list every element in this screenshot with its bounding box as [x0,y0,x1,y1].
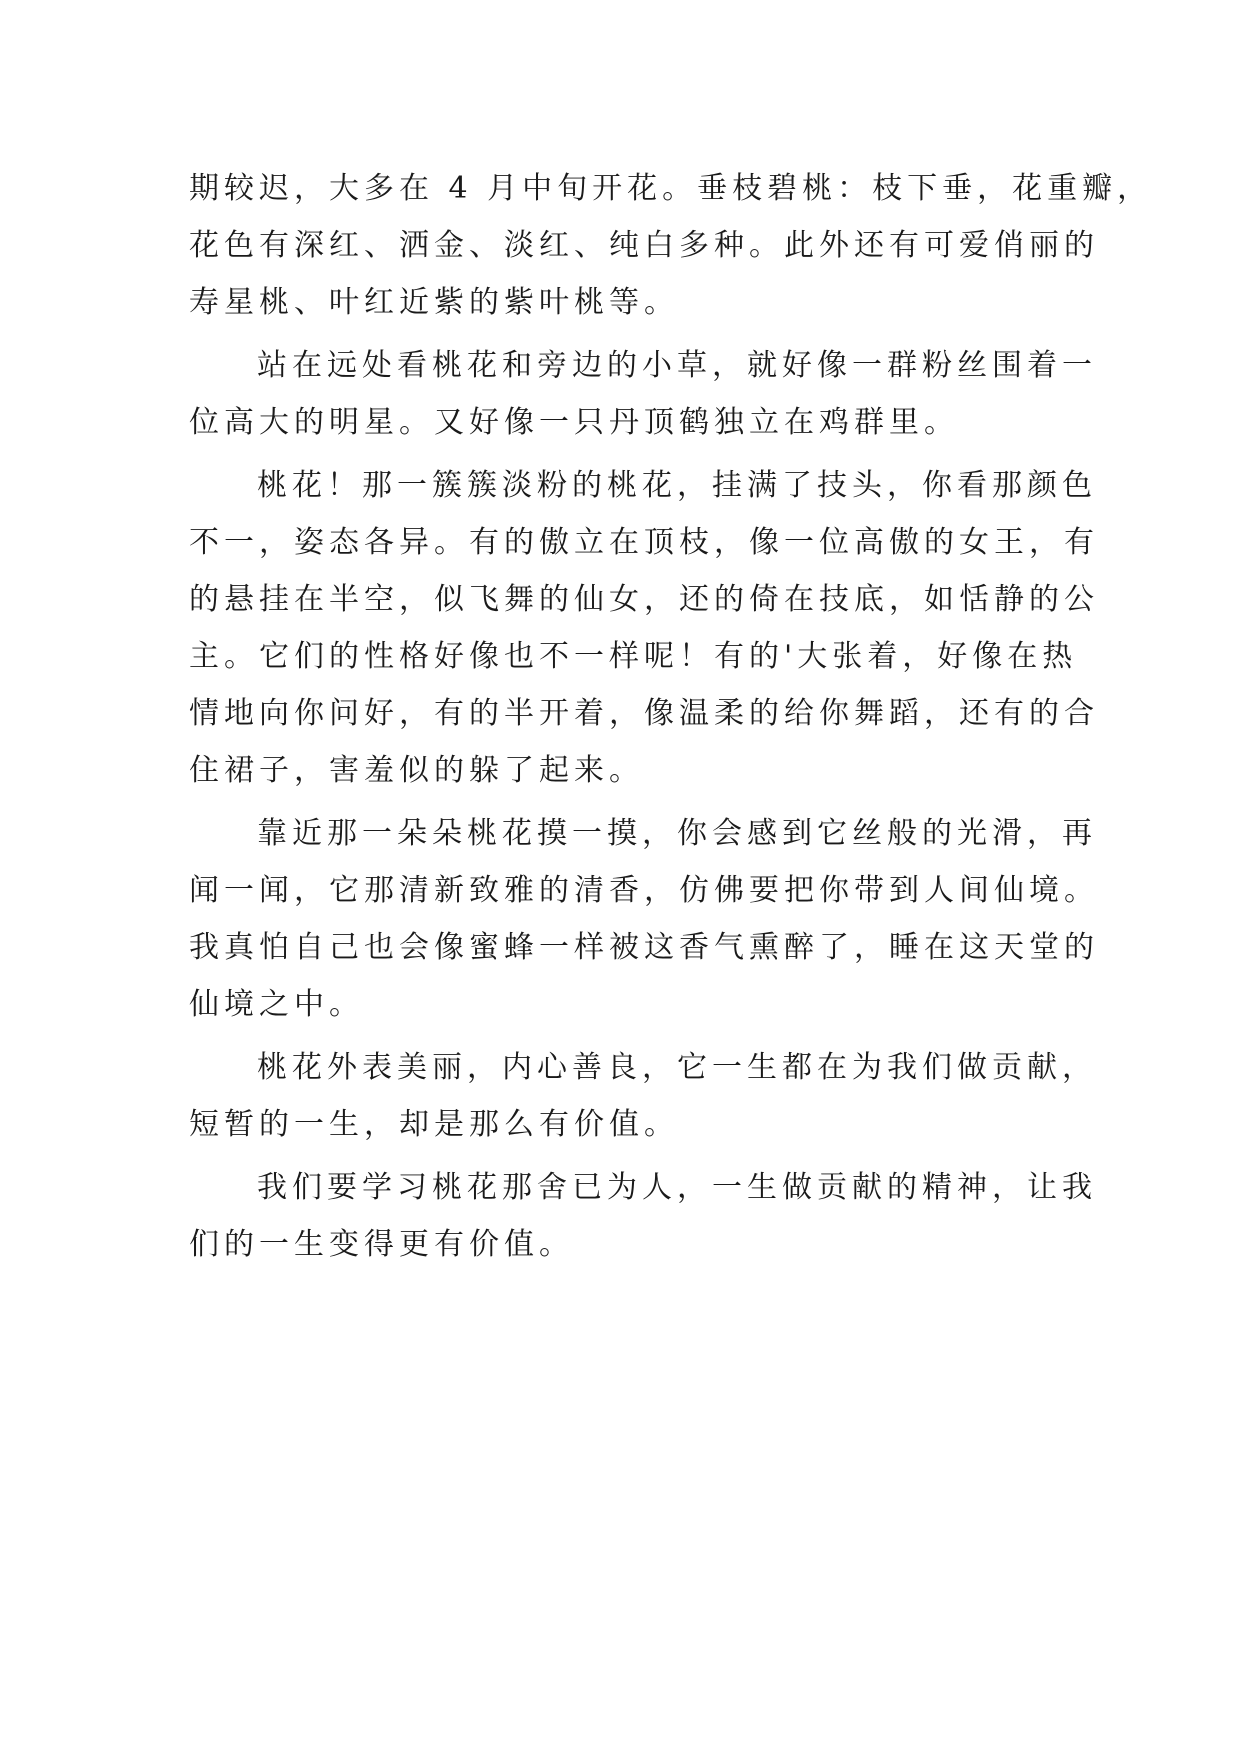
paragraph-line: 不一，姿态各异。有的傲立在顶枝，像一位高傲的女王，有 [189,525,1099,560]
paragraph-line: 我们要学习桃花那舍已为人，一生做贡献的精神，让我 [257,1170,1097,1205]
paragraph-line: 桃花外表美丽，内心善良，它一生都在为我们做贡献， [257,1050,1097,1085]
paragraph-line: 主。它们的性格好像也不一样呢！有的'大张着，好像在热 [189,639,1078,674]
paragraph-line: 靠近那一朵朵桃花摸一摸，你会感到它丝般的光滑，再 [257,816,1097,851]
paragraph-line: 闻一闻，它那清新致雅的清香，仿佛要把你带到人间仙境。 [189,873,1099,908]
paragraph-line: 的悬挂在半空，似飞舞的仙女，还的倚在技底，如恬静的公 [189,582,1099,617]
paragraph-line: 站在远处看桃花和旁边的小草，就好像一群粉丝围着一 [257,348,1097,383]
paragraph-line: 期较迟，大多在 4 月中旬开花。垂枝碧桃：枝下垂，花重瓣， [189,171,1153,206]
paragraph-line: 我真怕自己也会像蜜蜂一样被这香气熏醉了，睡在这天堂的 [189,930,1099,965]
paragraph-line: 短暂的一生，却是那么有价值。 [189,1107,679,1142]
paragraph-line: 们的一生变得更有价值。 [189,1227,574,1262]
paragraph-line: 花色有深红、洒金、淡红、纯白多种。此外还有可爱俏丽的 [189,228,1099,263]
document-body [189,160,1153,1273]
paragraph-line: 住裙子，害羞似的躲了起来。 [189,753,644,788]
paragraph-line: 寿星桃、叶红近紫的紫叶桃等。 [189,285,679,320]
paragraph-line: 仙境之中。 [189,987,364,1022]
paragraph-line: 情地向你问好，有的半开着，像温柔的给你舞蹈，还有的合 [189,696,1099,731]
paragraph-line: 桃花！那一簇簇淡粉的桃花，挂满了技头，你看那颜色 [257,468,1097,503]
paragraph-line: 位高大的明星。又好像一只丹顶鹤独立在鸡群里。 [189,405,959,440]
